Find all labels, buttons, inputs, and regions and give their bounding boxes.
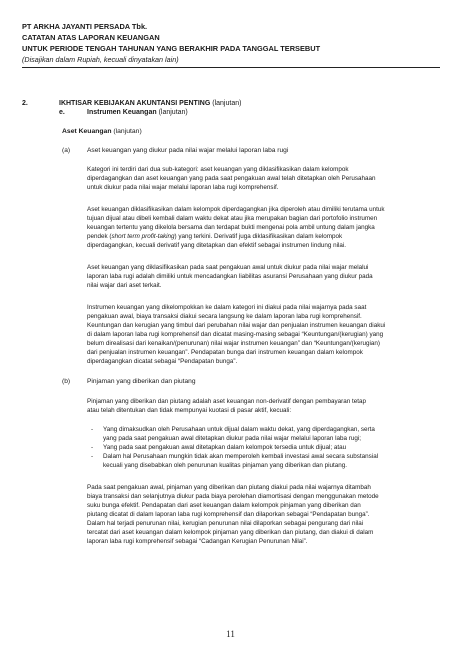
asset-heading — [62, 128, 142, 137]
header-rule — [22, 67, 440, 68]
text-line — [87, 233, 342, 242]
text-line: di dalam laporan laba rugi komprehensif dan dicatat masing-masing sebagai “Keuntungan/(kerugian) yang — [87, 331, 384, 338]
list-item: kecuali yang disebabkan oleh penurunan kualitas pinjaman yang diberikan dan piutang. — [103, 462, 348, 469]
text-line: diperdagangkan dan aset keuangan yang pada saat pengakuan awal telah ditetapkan oleh Perusahaan — [87, 175, 376, 182]
bullet-mark: - — [91, 453, 94, 460]
list-item: Yang pada saat pengakuan awal ditetapkan dalam kelompok tersedia untuk dijual; atau — [103, 444, 347, 451]
period-line: UNTUK PERIODE TENGAH TAHUNAN YANG BERAKHIR PADA TANGGAL TERSEBUT — [22, 44, 321, 53]
asset-heading-suffix: (lanjutan) — [113, 128, 142, 135]
bullet-mark: - — [91, 444, 94, 451]
section-title: IKHTISAR KEBIJAKAN AKUNTANSI PENTING — [59, 100, 211, 107]
item-a-title: Aset keuangan yang diukur pada nilai wajar melalui laporan laba rugi — [87, 147, 289, 154]
text-fragment: pendek ( — [87, 233, 112, 240]
text-line: diperdagangkan dicatat sebagai “Pendapatan bunga”. — [87, 358, 238, 365]
text-line: Dalam hal terjadi penurunan nilai, kerugian penurunan nilai dilaporkan sebagai pengurang dari nilai — [87, 520, 364, 527]
list-item: yang pada saat pengakuan awal ditetapkan diukur pada nilai wajar melalui laporan laba rugi; — [103, 435, 361, 442]
subsection-heading — [87, 109, 188, 118]
document-title: CATATAN ATAS LAPORAN KEUANGAN — [22, 33, 160, 42]
text-line: tujuan dijual atau dibeli kembali dalam waktu dekat atau jika merupakan bagian dari portofolio instrumen — [87, 215, 378, 222]
text-line: Kategori ini terdiri dari dua sub-kategori: aset keuangan yang diklasifikasikan dalam kelompok — [87, 166, 349, 173]
text-line: belum direalisasi dari kenaikan/(penurunan) nilai wajar instrumen keuangan” dan “Keuntungan/(kerugian) — [87, 340, 380, 347]
item-b-title: Pinjaman yang diberikan dan piutang — [87, 378, 196, 385]
page-number: 11 — [226, 629, 235, 639]
text-line: untuk diukur pada nilai wajar melalui laporan laba rugi komprehensif. — [87, 184, 279, 191]
item-b-letter: (b) — [62, 378, 71, 385]
section-title-suffix: (lanjutan) — [212, 100, 242, 107]
text-fragment: ) yang terkini. Derivatif juga diklasifikasikan dalam kelompok — [174, 233, 343, 240]
text-line: dari penjualan instrumen keuangan”. Pendapatan bunga dari instrumen keuangan dalam kelompok — [87, 349, 363, 356]
text-line: Aset keuangan yang diklasifikasikan pada saat pengakuan awal untuk diukur pada nilai wajar melalui — [87, 264, 369, 271]
text-line: biaya transaksi dan selanjutnya diukur pada biaya perolehan diamortisasi dengan menggunakan metode — [87, 493, 379, 500]
text-line: Aset keuangan diklasifikasikan dalam kelompok diperdagangkan jika diperoleh atau dimiliki terutama untuk — [87, 206, 385, 213]
list-item: Yang dimaksudkan oleh Perusahaan untuk dijual dalam waktu dekat, yang diperdagangkan, serta — [103, 426, 375, 433]
subsection-title: Instrumen Keuangan — [87, 109, 157, 116]
text-line: piutang dicatat di dalam laporan laba rugi komprehensif dan dilaporkan sebagai “Pendapatan bunga”. — [87, 511, 370, 518]
text-line: nilai wajar dari aset terkait. — [87, 282, 162, 289]
text-line: Pinjaman yang diberikan dan piutang adalah aset keuangan non-derivatif dengan pembayaran tetap — [87, 398, 367, 405]
text-line: atau telah ditentukan dan tidak mempunyai kuotasi di pasar aktif, kecuali: — [87, 407, 292, 414]
company-name: PT ARKHA JAYANTI PERSADA Tbk. — [22, 22, 148, 31]
text-line: suku bunga efektif. Pendapatan dari aset keuangan dalam kelompok pinjaman yang diberikan dan — [87, 502, 361, 509]
asset-heading-title: Aset Keuangan — [62, 128, 112, 135]
text-line: diperdagangkan, kecuali derivatif yang ditetapkan dan efektif sebagai instrumen lindung nilai. — [87, 242, 347, 249]
text-line: Pada saat pengakuan awal, pinjaman yang diberikan dan piutang diakui pada nilai wajarnya ditambah — [87, 484, 371, 491]
bullet-mark: - — [91, 426, 94, 433]
text-line: keuangan tertentu yang dikelola bersama dan terdapat bukti mengenai pola ambil untung dalam jangka — [87, 224, 375, 231]
list-item: Dalam hal Perusahaan mungkin tidak akan memperoleh kembali investasi awal secara substansial — [103, 453, 379, 460]
subsection-title-suffix: (lanjutan) — [158, 109, 188, 116]
text-line: laporan laba rugi adalah dimiliki untuk mencadangkan liabilitas asuransi Perusahaan yang diukur pada — [87, 273, 373, 280]
currency-note: (Disajikan dalam Rupiah, kecuali dinyatakan lain) — [22, 55, 179, 64]
item-a-letter: (a) — [62, 147, 71, 154]
text-line: laporan laba rugi komprehensif sebagai “Cadangan Kerugian Penurunan Nilai”. — [87, 538, 308, 545]
subsection-letter: e. — [59, 109, 65, 116]
italic-term: short term profit-taking — [111, 233, 175, 240]
text-line: tercatat dari aset keuangan dalam kelompok pinjaman yang diberikan dan piutang, dan diakui di dalam — [87, 529, 374, 536]
text-line: Keuntungan dan kerugian yang timbul dari perubahan nilai wajar dan penjualan instrumen keuangan diakui — [87, 322, 386, 329]
text-line: pengakuan awal, biaya transaksi diakui secara langsung ke dalam laporan laba rugi komprehensif. — [87, 313, 362, 320]
section-number: 2. — [22, 100, 28, 107]
text-line: Instrumen keuangan yang dikelompokkan ke dalam kategori ini diakui pada nilai wajarnya pada saat — [87, 304, 367, 311]
section-heading — [59, 100, 241, 109]
